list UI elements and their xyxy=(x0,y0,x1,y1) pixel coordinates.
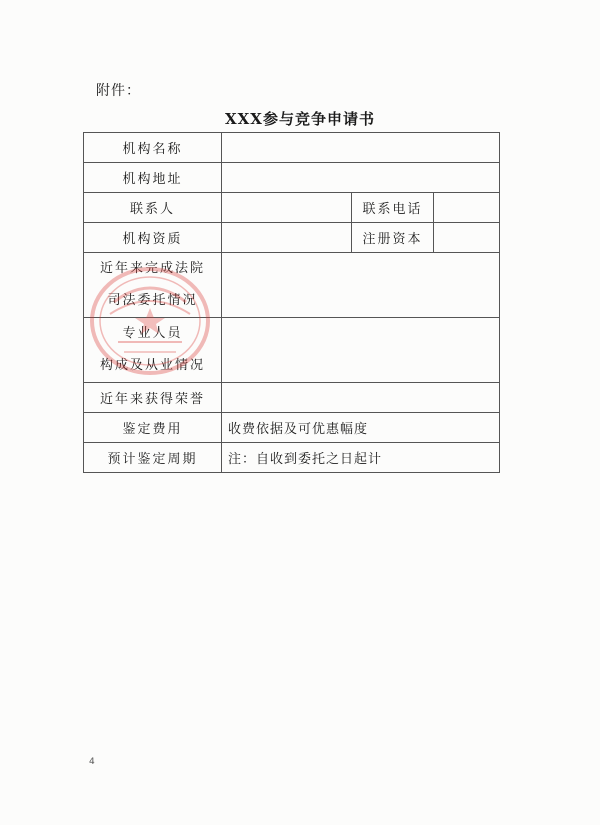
document-title: XXX参与竞争申请书 xyxy=(225,110,375,128)
org-address-field[interactable] xyxy=(222,163,500,193)
row-org-name xyxy=(84,133,500,163)
contact-field[interactable] xyxy=(222,193,352,223)
row-period xyxy=(84,443,500,473)
fee-field[interactable]: 收费依据及可优惠幅度 xyxy=(222,413,500,443)
honors-label: 近年来获得荣誉 xyxy=(84,383,222,413)
court-cases-label-line2: 司法委托情况 xyxy=(107,293,198,308)
staff-label xyxy=(84,318,222,383)
org-name-label: 机构名称 xyxy=(84,133,222,163)
staff-label-line1: 专业人员 xyxy=(122,326,183,341)
staff-field[interactable] xyxy=(222,318,500,383)
court-cases-label-line1: 近年来完成法院 xyxy=(99,261,205,276)
honors-field[interactable] xyxy=(222,383,500,413)
phone-field[interactable] xyxy=(434,193,500,223)
capital-label: 注册资本 xyxy=(352,223,434,253)
row-honors xyxy=(84,383,500,413)
row-court-cases xyxy=(84,253,500,318)
staff-label-line2: 构成及从业情况 xyxy=(99,358,205,373)
capital-field[interactable] xyxy=(434,223,500,253)
period-label: 预计鉴定周期 xyxy=(84,443,222,473)
qualification-label: 机构资质 xyxy=(84,223,222,253)
fee-label: 鉴定费用 xyxy=(84,413,222,443)
period-field[interactable]: 注：自收到委托之日起计 xyxy=(222,443,500,473)
row-fee xyxy=(84,413,500,443)
phone-label: 联系电话 xyxy=(352,193,434,223)
row-staff xyxy=(84,318,500,383)
court-cases-label xyxy=(84,253,222,318)
application-form-table xyxy=(83,132,500,473)
qualification-field[interactable] xyxy=(222,223,352,253)
org-name-field[interactable] xyxy=(222,133,500,163)
row-org-address xyxy=(84,163,500,193)
page-number: 4 xyxy=(89,757,95,767)
row-qualification xyxy=(84,223,500,253)
row-contact xyxy=(84,193,500,223)
org-address-label: 机构地址 xyxy=(84,163,222,193)
court-cases-field[interactable] xyxy=(222,253,500,318)
attachment-label: 附件： xyxy=(96,83,141,99)
contact-label: 联系人 xyxy=(84,193,222,223)
